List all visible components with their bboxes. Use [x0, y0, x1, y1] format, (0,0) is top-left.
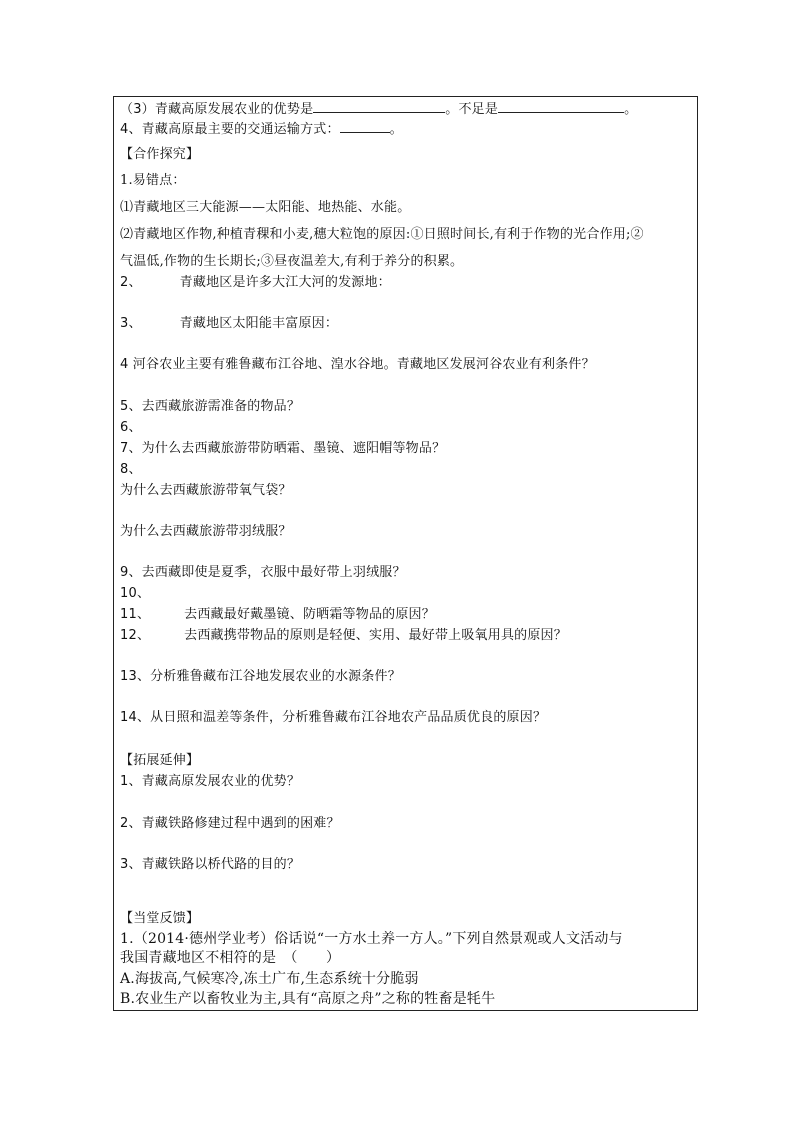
- question-text: 去西藏最好戴墨镜、防晒霜等物品的原因？: [184, 607, 435, 622]
- question-4-prompt: 4、青藏高原最主要的交通运输方式：: [120, 122, 340, 137]
- question-14-quality: 14、从日照和温差等条件，分析雅鲁藏布江谷地农产品品质优良的原因？: [120, 710, 547, 725]
- section-heading-cooperative-inquiry: 【合作探究】: [120, 147, 200, 162]
- feedback-question-1-line-1: 1.（2014·德州学业考）俗话说“一方水土养一方人。”下列自然景观或人文活动与: [120, 931, 623, 947]
- period: 。: [389, 122, 403, 137]
- question-6: 6、: [120, 420, 142, 435]
- extension-question-3: 3、青藏铁路以桥代路的目的？: [120, 857, 301, 872]
- question-11-sunglasses: [120, 607, 435, 623]
- question-10: 10、: [120, 586, 151, 601]
- feedback-question-1-line-2: 我国青藏地区不相符的是 （ ）: [120, 950, 341, 966]
- advantage-answer-blank[interactable]: [313, 100, 445, 113]
- question-text: 去西藏携带物品的原则是轻便、实用、最好带上吸氧用具的原因？: [184, 628, 567, 643]
- extension-question-2: 2、青藏铁路修建过程中遇到的困难？: [120, 816, 340, 831]
- question-9-summer: 9、去西藏即使是夏季，衣服中最好带上羽绒服？: [120, 565, 406, 580]
- error-point-2-line-1: ⑵青藏地区作物,种植青稞和小麦,穗大粒饱的原因:①日照时间长,有利于作物的光合作用;②: [120, 227, 644, 242]
- shortcoming-prompt: 。不足是: [445, 102, 499, 117]
- question-7-sunscreen: 7、为什么去西藏旅游带防晒霜、墨镜、遮阳帽等物品？: [120, 441, 446, 456]
- question-3-prompt: （3）青藏高原发展农业的优势是: [120, 102, 314, 117]
- question-number: 12、: [120, 628, 151, 643]
- question-12-principles: [120, 628, 567, 644]
- question-3-solar: [120, 316, 338, 332]
- period: 。: [624, 102, 638, 117]
- question-8: 8、: [120, 462, 142, 477]
- question-number: 3、: [120, 316, 142, 331]
- option-a: A.海拔高,气候寒冷,冻土广布,生态系统十分脆弱: [120, 971, 419, 987]
- question-5-items: 5、去西藏旅游需准备的物品？: [120, 399, 301, 414]
- extension-question-1: 1、青藏高原发展农业的优势？: [120, 774, 301, 789]
- question-down-jacket: 为什么去西藏旅游带羽绒服？: [120, 524, 292, 539]
- question-13-water: 13、分析雅鲁藏布江谷地发展农业的水源条件？: [120, 669, 401, 684]
- section-heading-feedback: 【当堂反馈】: [120, 911, 200, 926]
- question-oxygen-bag: 为什么去西藏旅游带氧气袋？: [120, 483, 292, 498]
- error-point-1: ⑴青藏地区三大能源——太阳能、地热能、水能。: [120, 200, 411, 215]
- question-text: 青藏地区是许多大江大河的发源地：: [179, 275, 391, 290]
- section-heading-extension: 【拓展延伸】: [120, 753, 200, 768]
- question-3-advantage-line: [120, 100, 637, 118]
- question-4-transport-line: [120, 120, 403, 138]
- question-4-valley-agriculture: 4 河谷农业主要有雅鲁藏布江谷地、湟水谷地。青藏地区发展河谷农业有利条件？: [120, 357, 595, 372]
- question-text: 青藏地区太阳能丰富原因：: [179, 316, 339, 331]
- question-number: 2、: [120, 275, 142, 290]
- question-2-rivers: [120, 275, 391, 291]
- transport-answer-blank[interactable]: [340, 120, 390, 133]
- error-prone-points-label: 1.易错点：: [120, 173, 186, 188]
- question-number: 11、: [120, 607, 151, 622]
- shortcoming-answer-blank[interactable]: [498, 100, 624, 113]
- option-b: B.农业生产以畜牧业为主,具有“高原之舟”之称的牲畜是牦牛: [120, 991, 496, 1007]
- error-point-2-line-2: 气温低,作物的生长期长;③昼夜温差大,有利于养分的积累。: [120, 254, 464, 269]
